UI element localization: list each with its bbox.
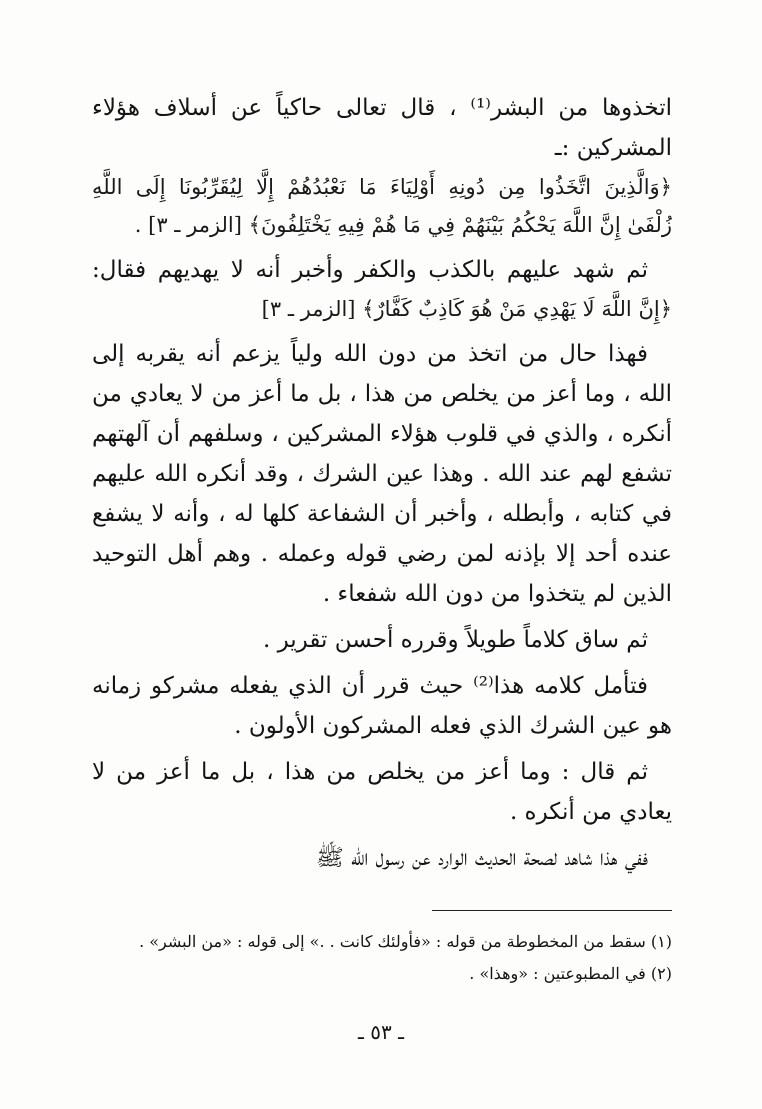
quran-verse-line: زُلْفَىٰ إِنَّ اللَّهَ يَحْكُمُ بَيْنَهُمْ فِي مَا هُمْ فِيهِ يَخْتَلِفُونَ﴾ [الزمر ـ ٣] . xyxy=(134,213,672,237)
quran-verse-line: ﴿وَالَّذِينَ اتَّخَذُوا مِن دُونِهِ أَوْلِيَاءَ مَا نَعْبُدُهُمْ إِلَّا لِيُقَرِّبُونَا إِلَى اللَّهِ xyxy=(92,175,672,199)
footnote: (٢) في المطبوعتين : «وهذا» . xyxy=(469,964,672,983)
body-line: أنكره ، والذي في قلوب هؤلاء المشركين ، وسلفهم أن آلهتهم xyxy=(92,421,672,447)
footnote-separator xyxy=(432,910,672,911)
body-line: ثم ساق كلاماً طويلاً وقرره أحسن تقرير . xyxy=(262,627,648,653)
body-line: اتخذوها من البشر⁽¹⁾ ، قال تعالى حاكياً عن أسلاف هؤلاء xyxy=(92,95,673,121)
page-number: ـ ٥٣ ـ xyxy=(358,1020,404,1044)
quran-verse-line: ﴿إِنَّ اللَّهَ لَا يَهْدِي مَنْ هُوَ كَاذِبٌ كَفَّارٌ﴾ [الزمر ـ ٣] xyxy=(261,297,672,321)
body-line: الله ، وما أعز من يخلص من هذا ، بل ما أعز من لا يعادي من xyxy=(92,381,672,407)
footnote: (١) سقط من المخطوطة من قوله : «فأولئك كانت . .» إلى قوله : «من البشر» . xyxy=(139,932,672,951)
body-line: المشركين :ـ xyxy=(554,135,672,161)
body-line: الذين لم يتخذوا من دون الله شفعاء . xyxy=(322,581,672,607)
body-line: فهذا حال من اتخذ من دون الله ولياً يزعم أنه يقربه إلى xyxy=(92,341,648,367)
body-line: ففي هذا شاهد لصحة الحديث الوارد عن رسول الله ﷺ xyxy=(315,845,648,871)
body-line: عنده أحد إلا بإذنه لمن رضي قوله وعمله . وهم أهل التوحيد xyxy=(92,541,672,567)
body-line: تشفع لهم عند الله . وهذا عين الشرك ، وقد أنكره الله عليهم xyxy=(92,461,672,487)
body-line: يعادي من أنكره . xyxy=(509,799,672,825)
body-line: ثم قال : وما أعز من يخلص من هذا ، بل ما أعز من لا xyxy=(92,759,648,785)
page-body xyxy=(92,88,672,878)
body-line: فتأمل كلامه هذا⁽²⁾ حيث قرر أن الذي يفعله مشركو زمانه xyxy=(92,673,649,699)
body-line: في كتابه ، وأبطله ، وأخبر أن الشفاعة كلها له ، وأنه لا يشفع xyxy=(92,501,672,527)
body-line: ثم شهد عليهم بالكذب والكفر وأخبر أنه لا يهديهم فقال: xyxy=(92,257,648,283)
body-line: هو عين الشرك الذي فعله المشركون الأولون . xyxy=(234,713,672,739)
footnotes xyxy=(92,926,672,990)
